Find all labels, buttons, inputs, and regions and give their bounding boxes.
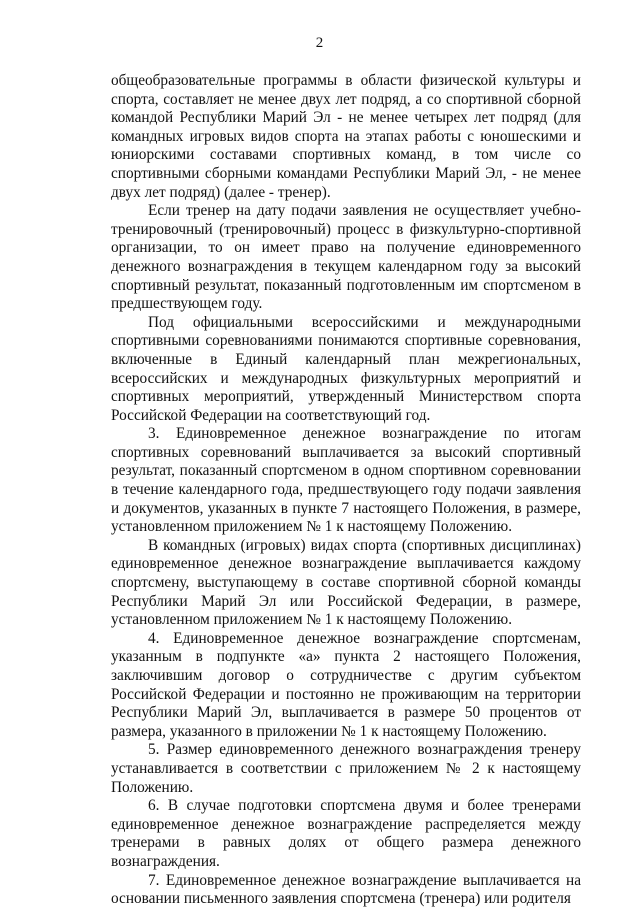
paragraph-8: 6. В случае подготовки спортсмена двумя и более тренерами единовременное денежное вознаграждение распределяется между тренерами в равных долях от общего размера денежного вознаграждения. [111,797,581,870]
page-number: 2 [315,35,324,51]
paragraph-6: 4. Единовременное денежное вознаграждение спортсменам, указанным в подпункте «а» пункта 2 настоящего Положения, заключившим договор о сотрудничестве с другим субъектом Российской Федерации и постоянно не проживающим на территории Республики Марий Эл, выплачивается в размере 50 процентов от размера, указанного в приложении № 1 к настоящему Положению. [111,629,581,740]
paragraph-5: В командных (игровых) видах спорта (спортивных дисциплинах) единовременное денежное вознаграждение выплачивается каждому спортсмену, выступающему в составе спортивной сборной команды Республики Марий Эл или Российской Федерации, в размере, установленном приложением № 1 к настоящему Положению. [111,536,581,629]
document-body [111,72,581,909]
paragraph-1: общеобразовательные программы в области физической культуры и спорта, составляет не менее двух лет подряд, а со спортивной сборной командой Республики Марий Эл - не менее четырех лет подряд (для командных игровых видов спорта на этапах работы с юношескими и юниорскими составами спортивных команд, в том числе со спортивными сборными командами Республики Марий Эл, - не менее двух лет подряд) (далее - тренер). [111,72,581,201]
paragraph-3: Под официальными всероссийскими и международными спортивными соревнованиями понимаются спортивные соревнования, включенные в Единый календарный план межрегиональных, всероссийских и международных физкультурных мероприятий и спортивных мероприятий, утвержденный Министерством спорта Российской Федерации на соответствующий год. [111,313,581,424]
paragraph-2: Если тренер на дату подачи заявления не осуществляет учебно-тренировочный (тренировочный) процесс в физкультурно-спортивной организации, то он имеет право на получение единовременного денежного вознаграждения в текущем календарном году за высокий спортивный результат, показанный подготовленным им спортсменом в предшествующем году. [111,202,581,313]
paragraph-7: 5. Размер единовременного денежного вознаграждения тренеру устанавливается в соответствии с приложением № 2 к настоящему Положению. [111,741,581,796]
paragraph-9: 7. Единовременное денежное вознаграждение выплачивается на основании письменного заявления спортсмена (тренера) или родителя [111,871,581,908]
paragraph-4: 3. Единовременное денежное вознаграждение по итогам спортивных соревнований выплачивается за высокий спортивный результат, показанный спортсменом в одном спортивном соревновании в течение календарного года, предшествующего году подачи заявления и документов, указанных в пункте 7 настоящего Положения, в размере, установленном приложением № 1 к настоящему Положению. [111,425,581,536]
